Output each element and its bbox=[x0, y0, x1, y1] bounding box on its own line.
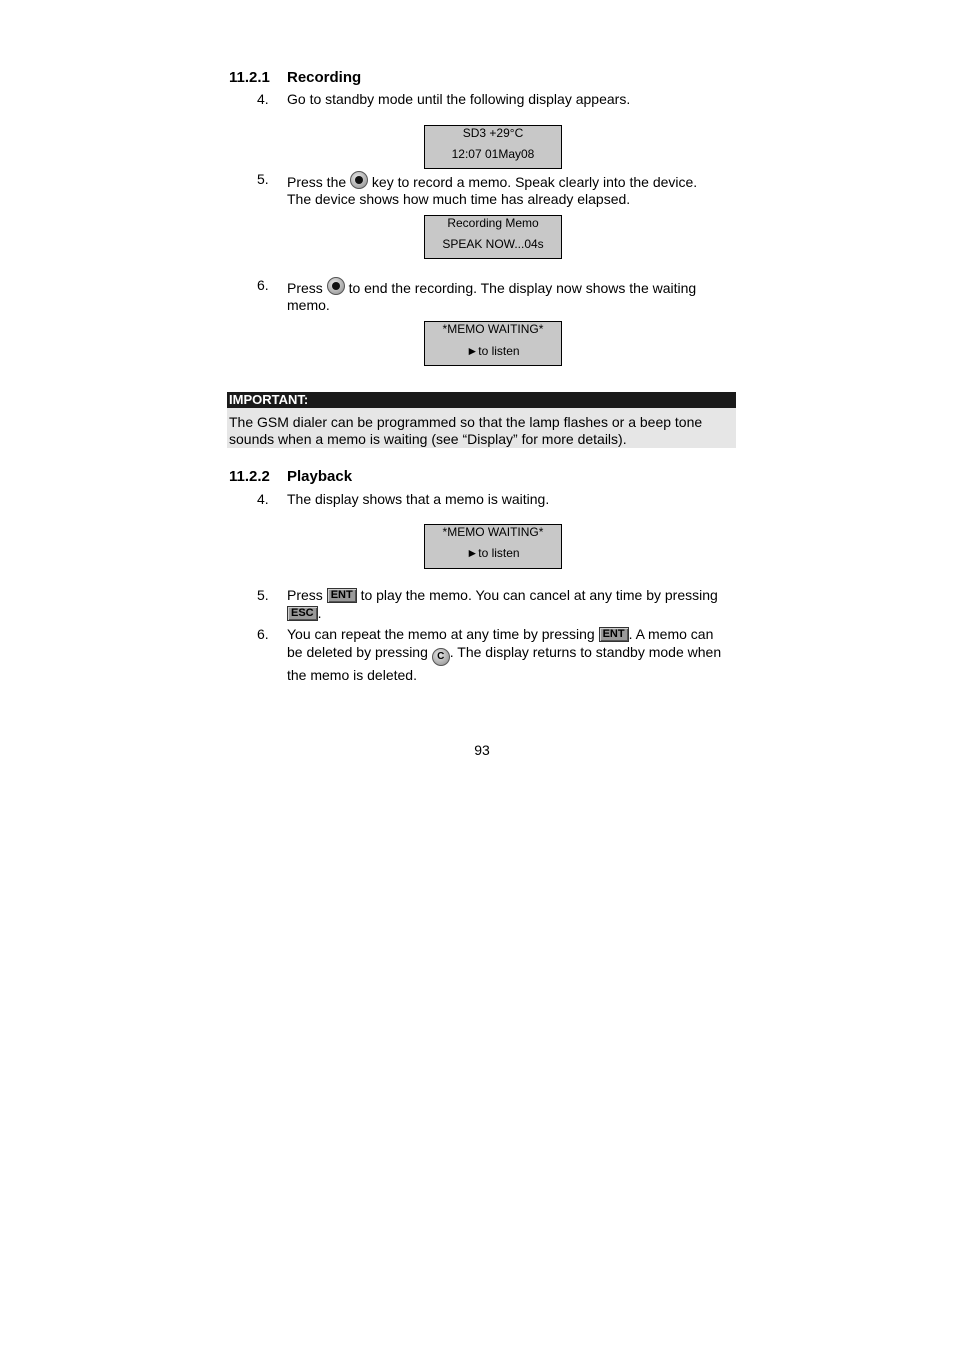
step-text: Press the bbox=[287, 174, 347, 190]
section-title: Recording bbox=[287, 69, 362, 86]
step-text: Press bbox=[287, 587, 323, 603]
step-text: to end the recording. The display now shows the waiting bbox=[348, 280, 697, 296]
step-text: the memo is deleted. bbox=[287, 667, 417, 683]
section-heading-playback bbox=[229, 468, 352, 485]
lcd-display bbox=[424, 321, 562, 366]
list-item bbox=[257, 171, 747, 208]
list-item bbox=[257, 491, 747, 508]
step-text: key to record a memo. Speak clearly into the device. bbox=[371, 174, 698, 190]
lcd-line: ►to listen bbox=[466, 344, 520, 358]
step-text: The display shows that a memo is waiting. bbox=[287, 491, 550, 507]
step-number: 4. bbox=[257, 91, 269, 107]
step-text: be deleted by pressing bbox=[287, 644, 428, 660]
section-heading-recording bbox=[229, 69, 361, 86]
step-text: The device shows how much time has already elapsed. bbox=[287, 191, 631, 207]
step-text: . bbox=[317, 605, 322, 621]
step-text: to play the memo. You can cancel at any time by pressing bbox=[360, 587, 718, 603]
step-number: 6. bbox=[257, 626, 269, 642]
step-text: Go to standby mode until the following display appears. bbox=[287, 91, 631, 107]
lcd-display bbox=[424, 215, 562, 259]
step-text: . A memo can bbox=[628, 626, 714, 642]
lcd-line: *MEMO WAITING* bbox=[442, 525, 544, 539]
step-number: 4. bbox=[257, 491, 269, 507]
list-item bbox=[257, 277, 747, 314]
step-number: 6. bbox=[257, 277, 269, 293]
page-number: 93 bbox=[474, 742, 490, 758]
important-text bbox=[227, 408, 736, 448]
step-text: memo. bbox=[287, 297, 330, 313]
lcd-line: SD3 +29°C bbox=[462, 126, 524, 140]
lcd-line: Recording Memo bbox=[447, 216, 539, 230]
section-number: 11.2.1 bbox=[229, 69, 270, 86]
list-item bbox=[257, 91, 747, 108]
important-label: IMPORTANT: bbox=[227, 392, 736, 408]
record-key-icon bbox=[350, 171, 368, 189]
lcd-display bbox=[424, 125, 562, 169]
ent-key-icon: ENT bbox=[327, 588, 357, 603]
record-key-icon bbox=[327, 277, 345, 295]
step-text: You can repeat the memo at any time by pressing bbox=[287, 626, 595, 642]
ent-key-icon: ENT bbox=[599, 627, 629, 642]
c-key-icon: C bbox=[432, 648, 450, 666]
step-number: 5. bbox=[257, 587, 269, 603]
esc-key-icon: ESC bbox=[287, 606, 318, 621]
section-title: Playback bbox=[287, 468, 353, 485]
important-line: sounds when a memo is waiting (see “Display” for more details). bbox=[229, 431, 627, 447]
list-item bbox=[257, 586, 747, 622]
lcd-display bbox=[424, 524, 562, 569]
lcd-line: ►to listen bbox=[466, 546, 520, 560]
lcd-line: 12:07 01May08 bbox=[451, 147, 535, 161]
step-text: . The display returns to standby mode when bbox=[449, 644, 722, 660]
important-line: The GSM dialer can be programmed so that the lamp flashes or a beep tone bbox=[229, 414, 703, 430]
lcd-line: *MEMO WAITING* bbox=[442, 322, 544, 336]
lcd-line: SPEAK NOW...04s bbox=[442, 237, 544, 251]
step-text: Press bbox=[287, 280, 323, 296]
step-number: 5. bbox=[257, 171, 269, 187]
list-item bbox=[257, 625, 747, 684]
section-number: 11.2.2 bbox=[229, 468, 270, 485]
